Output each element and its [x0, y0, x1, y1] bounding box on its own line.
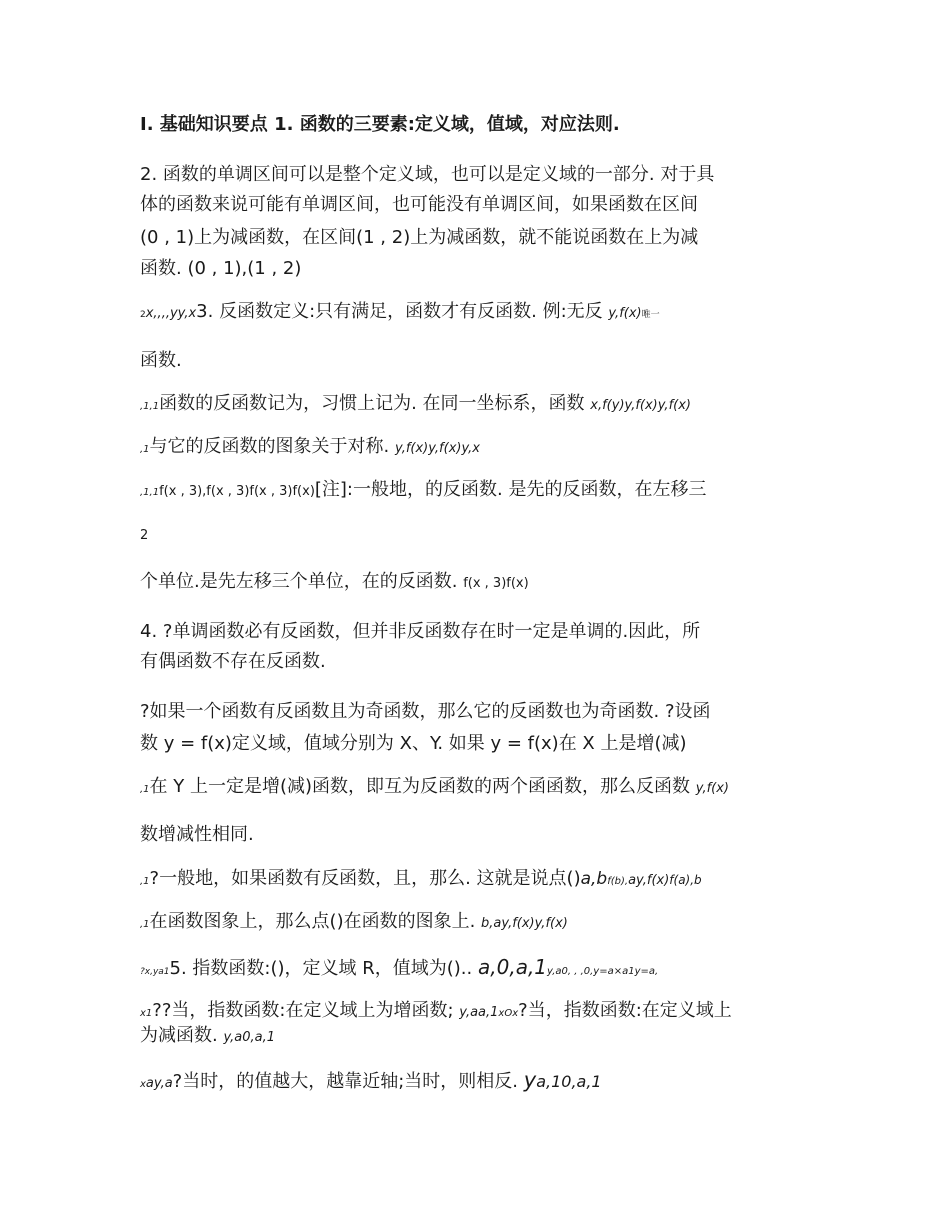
para-line	[140, 436, 480, 461]
heading-basic-knowledge: I. 基础知识要点 1. 函数的三要素:定义域，值域，对应法则.	[140, 114, 620, 135]
formula-fragment: ,1	[140, 784, 150, 795]
formula-fragment: b,ay,f(x)y,f(x)	[481, 916, 568, 931]
para-line: 数 y = f(x)定义域，值域分别为 X、Y. 如果 y = f(x)在 X 上是增(减)	[140, 733, 687, 754]
text-fragment: [注]:一般地，的反函数. 是先的反函数，在左移三	[314, 479, 707, 500]
para-line	[140, 776, 729, 801]
para-line: 2	[140, 528, 149, 543]
para-line	[140, 868, 702, 893]
para-line: 4. ?单调函数必有反函数，但并非反函数存在时一定是单调的.因此，所	[140, 621, 701, 642]
formula-fragment: a,b	[580, 869, 608, 889]
para-line: ?如果一个函数有反函数且为奇函数，那么它的反函数也为奇函数. ?设函	[140, 701, 711, 722]
formula-fragment: f(b),	[607, 876, 629, 887]
formula-fragment: y,aa,1	[459, 1005, 499, 1020]
formula-fragment: a	[628, 873, 637, 888]
para-line	[140, 479, 706, 504]
para-line: 函数.	[140, 350, 182, 371]
para-line	[140, 911, 568, 936]
text-fragment: 3. 反函数定义:只有满足，函数才有反函数. 例:无反	[196, 301, 603, 322]
formula-fragment: a,10,a,1	[536, 1072, 602, 1091]
text-fragment: 在函数图象上，那么点()在函数的图象上.	[149, 911, 476, 932]
text-fragment: ??当，指数函数:在定义域上为增函数;	[152, 1000, 454, 1021]
para-line	[140, 1000, 732, 1025]
formula-fragment: f(x , 3),f(x , 3)f(x , 3)f(x)	[159, 484, 315, 499]
formula-fragment: x,,,,yy,x	[145, 306, 197, 321]
para-line: (0 , 1)上为减函数，在区间(1 , 2)上为减函数，就不能说函数在上为减	[140, 227, 699, 248]
formula-fragment: ay,a	[145, 1076, 173, 1091]
formula-fragment: x,f(y)y,f(x)y,f(x)	[590, 398, 691, 413]
formula-fragment: f(x , 3)f(x)	[463, 576, 529, 591]
para-line	[140, 571, 529, 595]
formula-fragment: ?x,ya1	[140, 967, 170, 977]
formula-fragment: y,f(x)y,f(x)y,x	[395, 441, 480, 456]
para-line	[140, 1025, 275, 1049]
formula-fragment: y,f(x)	[636, 873, 670, 888]
formula-fragment: y,f(x)	[608, 306, 642, 321]
text-fragment: 唯一	[641, 310, 660, 320]
formula-fragment: y,a0, , ,0,y=a×a1y=a,	[547, 966, 659, 977]
text-fragment: 5. 指数函数:()，定义域 R，值域为()..	[169, 958, 473, 979]
text-fragment: 为减函数.	[140, 1025, 218, 1046]
formula-fragment: y,a0,a,1	[223, 1030, 276, 1045]
formula-fragment: ,1,1	[140, 401, 160, 412]
text-fragment: ?当，指数函数:在定义域上	[518, 1000, 732, 1021]
para-line	[140, 1069, 602, 1096]
text-fragment: 与它的反函数的图象关于对称.	[149, 436, 390, 457]
para-line	[140, 393, 691, 418]
para-line: 体的函数来说可能有单调区间，也可能没有单调区间，如果函数在区间	[140, 194, 698, 215]
text-fragment: 个单位.是先左移三个单位，在的反函数.	[140, 571, 458, 592]
para-line	[140, 956, 658, 983]
text-fragment: ?当时，的值越大，越靠近轴;当时，则相反.	[172, 1071, 519, 1092]
formula-fragment: f(a),b	[669, 873, 702, 887]
para-line: 函数. (0 , 1),(1 , 2)	[140, 258, 302, 279]
formula-fragment: ,1	[140, 876, 150, 887]
formula-fragment: y	[523, 1068, 537, 1092]
formula-fragment: xOx	[498, 1008, 519, 1019]
para-line: 有偶函数不存在反函数.	[140, 651, 326, 672]
formula-fragment: ,1	[140, 444, 150, 455]
formula-fragment: ,1,1	[140, 487, 160, 498]
formula-fragment: 2	[140, 310, 146, 320]
formula-fragment: x	[140, 1079, 146, 1090]
text-fragment: 函数的反函数记为，习惯上记为. 在同一坐标系，函数	[159, 393, 585, 414]
text-fragment: 在 Y 上一定是增(减)函数，即互为反函数的两个函函数，那么反函数	[149, 776, 691, 797]
text-fragment: ?一般地，如果函数有反函数，且，那么. 这就是说点()	[149, 868, 581, 889]
para-line: 2. 函数的单调区间可以是整个定义域，也可以是定义域的一部分. 对于具	[140, 164, 715, 185]
formula-fragment: y,f(x)	[695, 781, 729, 796]
formula-fragment: ,1	[140, 919, 150, 930]
para-line: 数增减性相同.	[140, 824, 254, 845]
para-line	[140, 301, 660, 326]
formula-fragment: a,0,a,1	[478, 955, 548, 979]
formula-fragment: x1	[140, 1008, 153, 1019]
